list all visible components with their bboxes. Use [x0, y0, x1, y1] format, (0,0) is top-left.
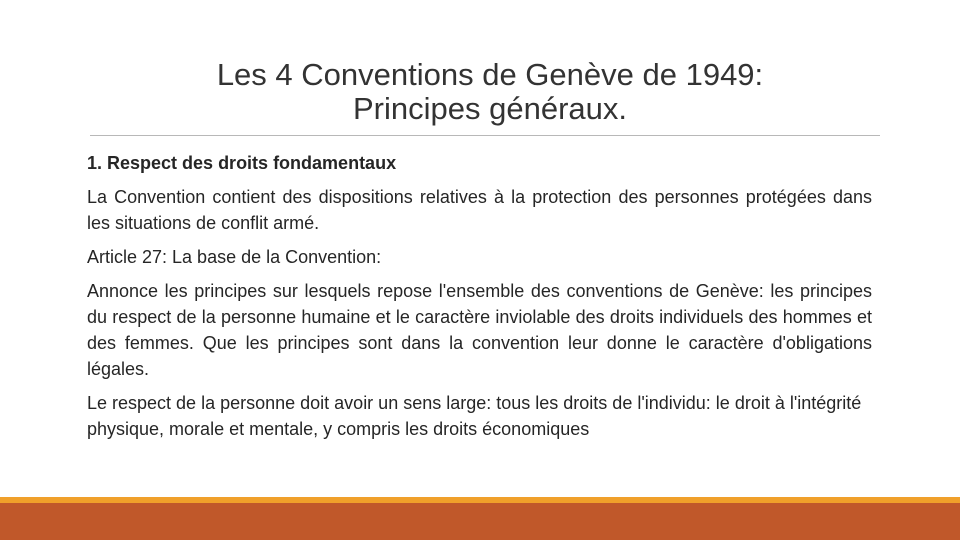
title-divider — [90, 135, 880, 136]
body-paragraph-4: Le respect de la personne doit avoir un sens large: tous les droits de l'individu: le droit à l'intégrité physique, morale et mentale, y compris les droits économiques — [87, 393, 862, 439]
slide-title-line-2: Principes généraux. — [353, 91, 627, 126]
slide-title-line-1: Les 4 Conventions de Genève de 1949: — [216, 57, 764, 92]
body-paragraph-3: Annonce les principes sur lesquels repose l'ensemble des conventions de Genève: les principes du respect de la personne humaine et le caractère inviolable des droits individuels des hommes et des femmes. Que les principes sont dans la convention leur donne le caractère d'obligations légales. — [87, 281, 872, 379]
section-heading: 1. Respect des droits fondamentaux — [87, 153, 397, 173]
body-paragraph-1: La Convention contient des dispositions relatives à la protection des personnes protégées dans les situations de conflit armé. — [87, 187, 872, 233]
body-paragraph-2: Article 27: La base de la Convention: — [87, 247, 382, 267]
footer-accent-bar — [0, 503, 960, 540]
slide-title — [90, 58, 890, 126]
slide-body — [87, 150, 872, 450]
